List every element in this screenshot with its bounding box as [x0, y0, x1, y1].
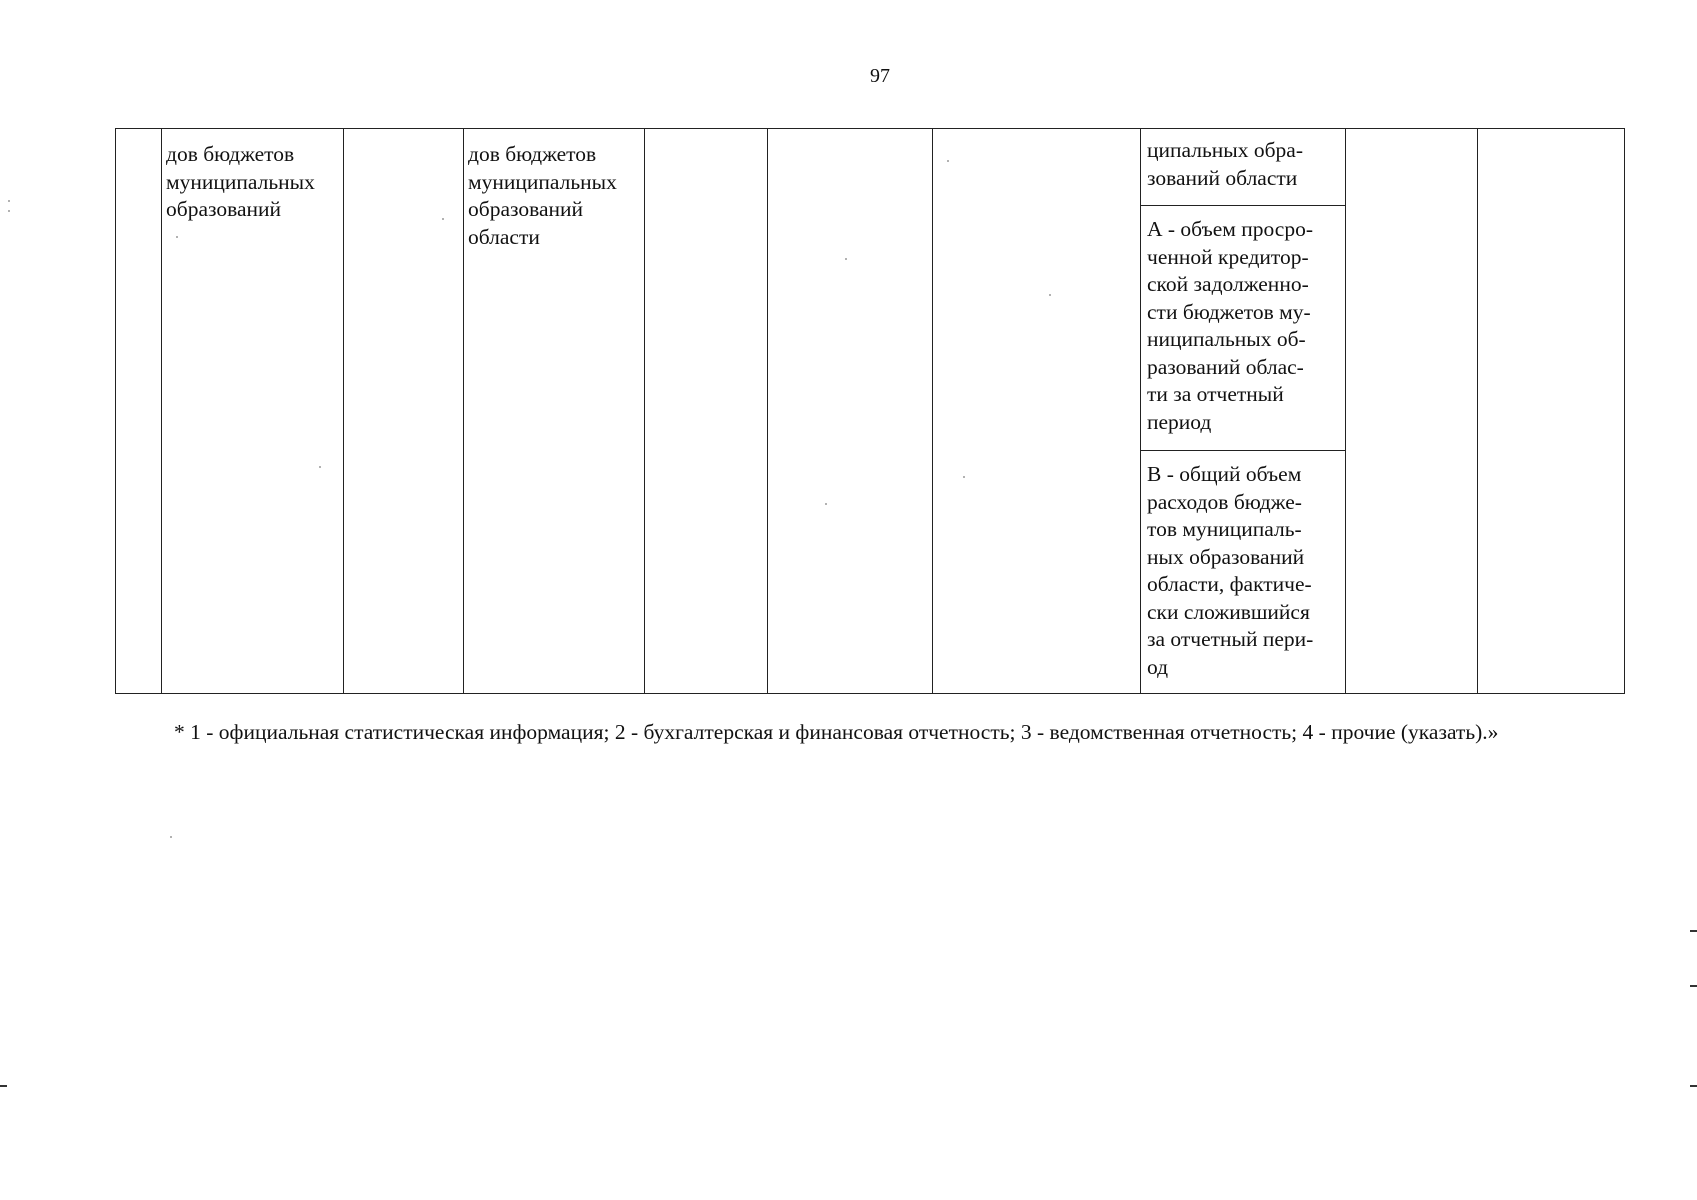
table-cell-col9 — [1346, 129, 1478, 694]
table-cell-col7 — [933, 129, 1141, 694]
table-cell-col4 — [464, 129, 645, 694]
table-cell-col10 — [1478, 129, 1625, 694]
table-cell-col1 — [116, 129, 162, 694]
table-cell-col6 — [768, 129, 933, 694]
sub-cell-variable-a: А - объем просро- ченной кредитор- ской задолженно- сти бюджетов му- ниципальных об- разований облас- ти за отчетный период — [1141, 206, 1345, 451]
scan-edge-mark — [1690, 985, 1697, 987]
scan-artifact — [8, 200, 10, 202]
table-cell-col3 — [344, 129, 464, 694]
scan-artifact — [442, 218, 444, 220]
scan-artifact — [176, 236, 178, 238]
scan-artifact — [170, 836, 172, 838]
scan-artifact — [947, 160, 949, 162]
scan-artifact — [8, 210, 10, 212]
page-number: 97 — [870, 65, 890, 87]
table-cell-col5 — [645, 129, 768, 694]
sub-cell-variable-b: В - общий объем расходов бюдже- тов муниципаль- ных образований области, фактиче- ски сложившийся за отчетный пери- од — [1147, 462, 1314, 679]
scan-edge-mark — [1690, 930, 1697, 932]
scan-artifact — [825, 503, 827, 505]
table-cell-col2 — [162, 129, 344, 694]
cell-text-col4: дов бюджетов муниципальных образований области — [468, 142, 617, 249]
sub-cell-formula-note: ципальных обра- зований области — [1141, 129, 1345, 206]
scan-artifact — [845, 258, 847, 260]
scan-edge-mark — [0, 1085, 7, 1087]
indicator-table — [115, 128, 1625, 694]
scan-edge-mark — [1690, 1085, 1697, 1087]
scan-artifact — [1049, 294, 1051, 296]
table-row — [116, 129, 1625, 694]
scan-artifact — [963, 476, 965, 478]
cell-text-col2: дов бюджетов муниципальных образований — [166, 142, 315, 221]
footnote: * 1 - официальная статистическая информация; 2 - бухгалтерская и финансовая отчетность; 3 - ведомственная отчетность; 4 - прочие (указать).» — [174, 720, 1499, 744]
table-cell-col8 — [1141, 129, 1346, 694]
scan-artifact — [319, 466, 321, 468]
